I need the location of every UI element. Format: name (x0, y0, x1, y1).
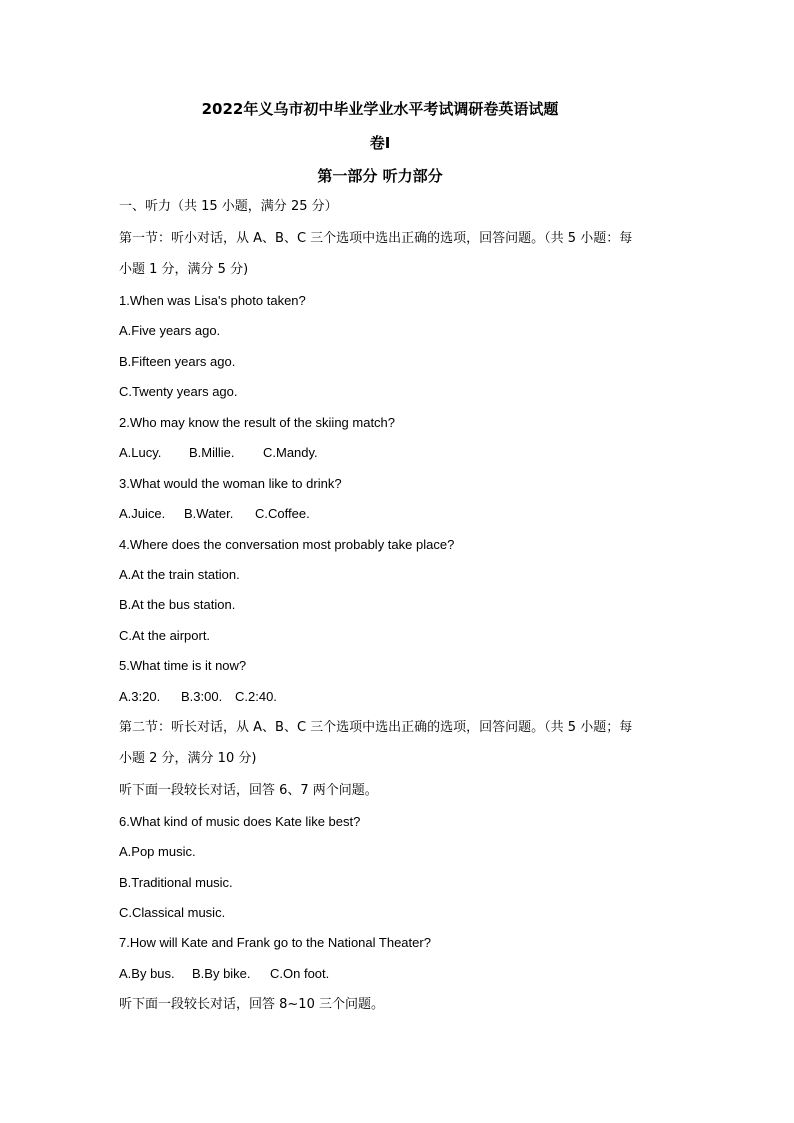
q3-option-a: A.Juice. (119, 506, 166, 521)
q4-option-b: B.At the bus station. (119, 597, 236, 612)
q5-options (119, 689, 679, 705)
instruction-q6-q7: 听下面一段较长对话，回答 6、7 两个问题。 (119, 783, 378, 798)
q7-options (119, 966, 679, 982)
q2-option-c: C.Mandy. (263, 445, 318, 460)
q4-option-c: C.At the airport. (119, 628, 211, 643)
q2-options (119, 445, 679, 461)
q6-option-c: C.Classical music. (119, 905, 226, 920)
q3-options (119, 506, 679, 522)
q5-option-c: C.2:40. (235, 689, 277, 704)
q1-option-a: A.Five years ago. (119, 323, 221, 338)
question-2: 2.Who may know the result of the skiing match? (119, 415, 396, 430)
question-4: 4.Where does the conversation most probably take place? (119, 537, 455, 552)
section1-intro-line2: 小题 1 分，满分 5 分) (119, 262, 249, 277)
q5-option-a: A.3:20. (119, 689, 161, 704)
question-5: 5.What time is it now? (119, 658, 247, 673)
question-3: 3.What would the woman like to drink? (119, 476, 342, 491)
q4-option-a: A.At the train station. (119, 567, 240, 582)
part-heading: 第一部分 听力部分 (317, 167, 443, 185)
q3-option-c: C.Coffee. (255, 506, 310, 521)
q7-option-b: B.By bike. (192, 966, 251, 981)
question-6: 6.What kind of music does Kate like best? (119, 814, 361, 829)
question-1: 1.When was Lisa's photo taken? (119, 293, 306, 308)
q1-option-b: B.Fifteen years ago. (119, 354, 236, 369)
question-7: 7.How will Kate and Frank go to the National Theater? (119, 935, 431, 950)
volume-label: 卷Ⅰ (369, 134, 391, 152)
q7-option-a: A.By bus. (119, 966, 175, 981)
section2-intro-line2: 小题 2 分，满分 10 分) (119, 751, 257, 766)
q3-option-b: B.Water. (184, 506, 234, 521)
section2-intro-line1: 第二节：听长对话，从 A、B、C 三个选项中选出正确的选项，回答问题。（共 5 小题；每 (119, 720, 633, 735)
exam-title: 2022年义乌市初中毕业学业水平考试调研卷英语试题 (201, 100, 559, 118)
q7-option-c: C.On foot. (270, 966, 330, 981)
instruction-q8-q10: 听下面一段较长对话，回答 8~10 三个问题。 (119, 997, 384, 1012)
section-heading: 一、听力（共 15 小题，满分 25 分） (119, 199, 338, 214)
q5-option-b: B.3:00. (181, 689, 223, 704)
q2-option-b: B.Millie. (189, 445, 235, 460)
section1-intro-line1: 第一节：听小对话，从 A、B、C 三个选项中选出正确的选项，回答问题。（共 5 小题：每 (119, 231, 633, 246)
q2-option-a: A.Lucy. (119, 445, 162, 460)
q1-option-c: C.Twenty years ago. (119, 384, 238, 399)
q6-option-a: A.Pop music. (119, 844, 196, 859)
q6-option-b: B.Traditional music. (119, 875, 233, 890)
